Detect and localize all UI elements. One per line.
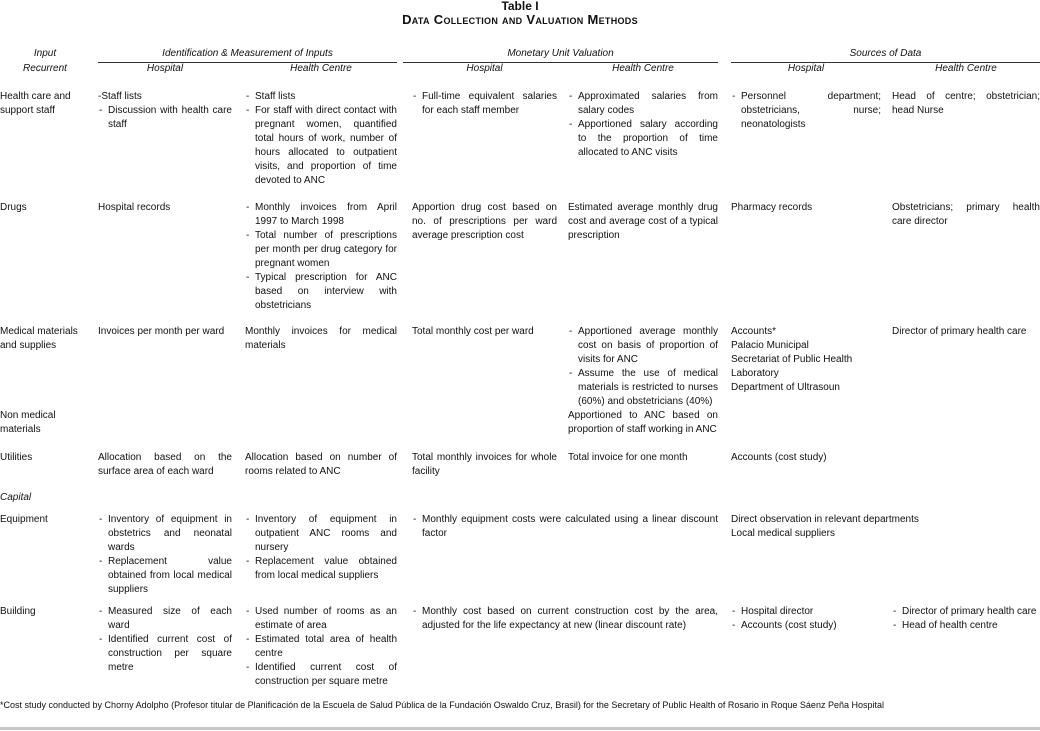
- table-cell: [245, 201, 397, 313]
- row-label: Health care and support staff: [0, 91, 71, 116]
- bullet-item: - Measured size of each ward: [98, 605, 232, 633]
- cell-text: Accounts (cost study): [731, 452, 827, 463]
- table-cell: [892, 605, 1040, 633]
- bullet-item: - Estimated total area of health centre: [245, 633, 397, 661]
- cell-text: Allocation based on the surface area of each ward: [98, 452, 232, 477]
- bullet-item: - Typical prescription for ANC based on interview with obstetricians: [245, 271, 397, 313]
- row-label: Drugs: [0, 202, 27, 213]
- cell-text: Director of primary health care: [892, 326, 1027, 337]
- bullet-item: - Assume the use of medical materials is restricted to nurses (60%) and obstetricians (40%): [568, 367, 718, 409]
- bullet-item: - Replacement value obtained from local medical suppliers: [98, 555, 232, 597]
- cell-text: Estimated average monthly drug cost and average cost of a typical prescription: [568, 202, 718, 241]
- bullet-item: - Used number of rooms as an estimate of area: [245, 605, 397, 633]
- bullet-item: - Apportioned salary according to the proportion of time allocated to ANC visits: [568, 118, 718, 160]
- cell-text: Head of centre; obstetrician; head Nurse: [892, 91, 1040, 116]
- table-cell: [892, 325, 1040, 339]
- cell-text: Secretariat of Public Health: [731, 354, 853, 365]
- cell-text: -Staff lists: [98, 91, 142, 102]
- cell-text: Total monthly cost per ward: [412, 326, 534, 337]
- table-cell: [412, 201, 557, 243]
- table-cell: [412, 605, 718, 633]
- footnote: *Cost study conducted by Chorny Adolpho (Profesor titular de Planificación de la Escuela de Salud Pública de la Fundación Oswaldo Cruz, Brasil) for the Secretary of Public Health of Rosario in Roque Sáenz Peña Hospital: [0, 700, 884, 710]
- cell-text: Total monthly invoices for whole facility: [412, 452, 557, 477]
- cell-text: Hospital records: [98, 202, 171, 213]
- bullet-item: - Apportioned average monthly cost on basis of proportion of visits for ANC: [568, 325, 718, 367]
- table-cell: [98, 201, 232, 215]
- row-label: Non medical materials: [0, 410, 56, 435]
- cell-text: Apportioned to ANC based on proportion of staff working in ANC: [568, 410, 718, 435]
- table-cell: [245, 513, 397, 583]
- cell-text: Total invoice for one month: [568, 452, 688, 463]
- bullet-item: - For staff with direct contact with pregnant women, quantified total hours of work, number of hours allocated to outpatient visits, and proportion of time devoted to ANC: [245, 104, 397, 188]
- subheader-hospital: Hospital: [466, 63, 503, 74]
- table-cell: [731, 605, 881, 633]
- cell-text: Allocation based on number of rooms related to ANC: [245, 452, 397, 477]
- cell-text: Local medical suppliers: [731, 528, 835, 539]
- table-cell: [731, 201, 881, 215]
- bullet-item: - Monthly cost based on current construction cost by the area, adjusted for the life expectancy at new (linear discount rate): [412, 605, 718, 633]
- bullet-item: - Staff lists: [245, 90, 397, 104]
- bullet-item: - Hospital director: [731, 605, 881, 619]
- row-label: Equipment: [0, 514, 48, 525]
- table-cell: [412, 325, 557, 339]
- cell-text: Apportion drug cost based on no. of prescriptions per ward average prescription cost: [412, 202, 557, 241]
- table-cell: [892, 201, 1040, 229]
- group-header-identification: Identification & Measurement of Inputs: [98, 47, 397, 63]
- table-cell: [98, 605, 232, 675]
- bullet-item: - Inventory of equipment in obstetrics and neonatal wards: [98, 513, 232, 555]
- table-cell: [98, 90, 232, 132]
- bullet-item: - Identified current cost of construction per square metre: [98, 633, 232, 675]
- cell-text: Palacio Municipal: [731, 340, 809, 351]
- bullet-item: - Accounts (cost study): [731, 619, 881, 633]
- table-cell: [568, 201, 718, 243]
- row-label: Medical materials and supplies: [0, 326, 78, 351]
- table-cell: [568, 325, 718, 437]
- table-cell: [245, 325, 397, 353]
- bullet-item: - Replacement value obtained from local medical suppliers: [245, 555, 397, 583]
- table-cell: [412, 451, 557, 479]
- bullet-item: - Personnel department; obstetricians, nurse; neonatologists: [731, 90, 881, 132]
- bullet-item: - Full-time equivalent salaries for each staff member: [412, 90, 557, 118]
- table-cell: [568, 451, 718, 465]
- table-cell: [98, 325, 232, 339]
- bullet-item: - Head of health centre: [892, 619, 1040, 633]
- table-cell: [245, 451, 397, 479]
- table-cell: [245, 90, 397, 188]
- bottom-rule: [0, 727, 1040, 730]
- subheader-health-centre: Health Centre: [290, 63, 352, 74]
- table-cell: [731, 451, 881, 465]
- table-cell: [568, 90, 718, 160]
- cell-text: Obstetricians; primary health care director: [892, 202, 1040, 227]
- row-label: Building: [0, 606, 36, 617]
- header-input: Input: [33, 48, 57, 59]
- bullet-item: - Approximated salaries from salary codes: [568, 90, 718, 118]
- table-cell: [731, 325, 881, 395]
- cell-text: Department of Ultrasoun: [731, 382, 840, 393]
- subheader-hospital: Hospital: [146, 63, 184, 74]
- bullet-item: - Discussion with health care staff: [98, 104, 232, 132]
- table-cell: [98, 451, 232, 479]
- header-recurrent: Recurrent: [23, 63, 67, 74]
- subheader-health-centre: Health Centre: [612, 63, 674, 74]
- cell-text: Pharmacy records: [731, 202, 813, 213]
- row-label: Utilities: [0, 452, 33, 463]
- table-cell: [412, 513, 718, 541]
- bullet-item: - Monthly invoices from April 1997 to March 1998: [245, 201, 397, 229]
- cell-text: Accounts*: [731, 326, 777, 337]
- table-cell: [731, 90, 881, 132]
- cell-text: Invoices per month per ward: [98, 326, 225, 337]
- table-cell: [731, 513, 1040, 541]
- table-cell: [98, 513, 232, 597]
- bullet-item: - Director of primary health care: [892, 605, 1040, 619]
- bullet-item: - Total number of prescriptions per month per drug category for pregnant women: [245, 229, 397, 271]
- row-label: Capital: [0, 492, 32, 503]
- bullet-item: - Identified current cost of construction per square metre: [245, 661, 397, 689]
- table-cell: [245, 605, 397, 689]
- bullet-item: - Inventory of equipment in outpatient ANC rooms and nursery: [245, 513, 397, 555]
- table-cell: [892, 90, 1040, 118]
- subheader-health-centre: Health Centre: [935, 63, 997, 74]
- cell-text: Monthly invoices for medical materials: [245, 326, 397, 351]
- table-cell: [412, 90, 557, 118]
- subheader-hospital: Hospital: [787, 63, 825, 74]
- table-number: Table I: [501, 0, 539, 13]
- bullet-item: - Monthly equipment costs were calculated using a linear discount factor: [412, 513, 718, 541]
- cell-text: Direct observation in relevant departments: [731, 514, 919, 525]
- table-title: Data Collection and Valuation Methods: [402, 12, 638, 27]
- cell-text: Laboratory: [731, 368, 779, 379]
- group-header-monetary: Monetary Unit Valuation: [403, 47, 718, 63]
- group-header-sources: Sources of Data: [731, 47, 1040, 63]
